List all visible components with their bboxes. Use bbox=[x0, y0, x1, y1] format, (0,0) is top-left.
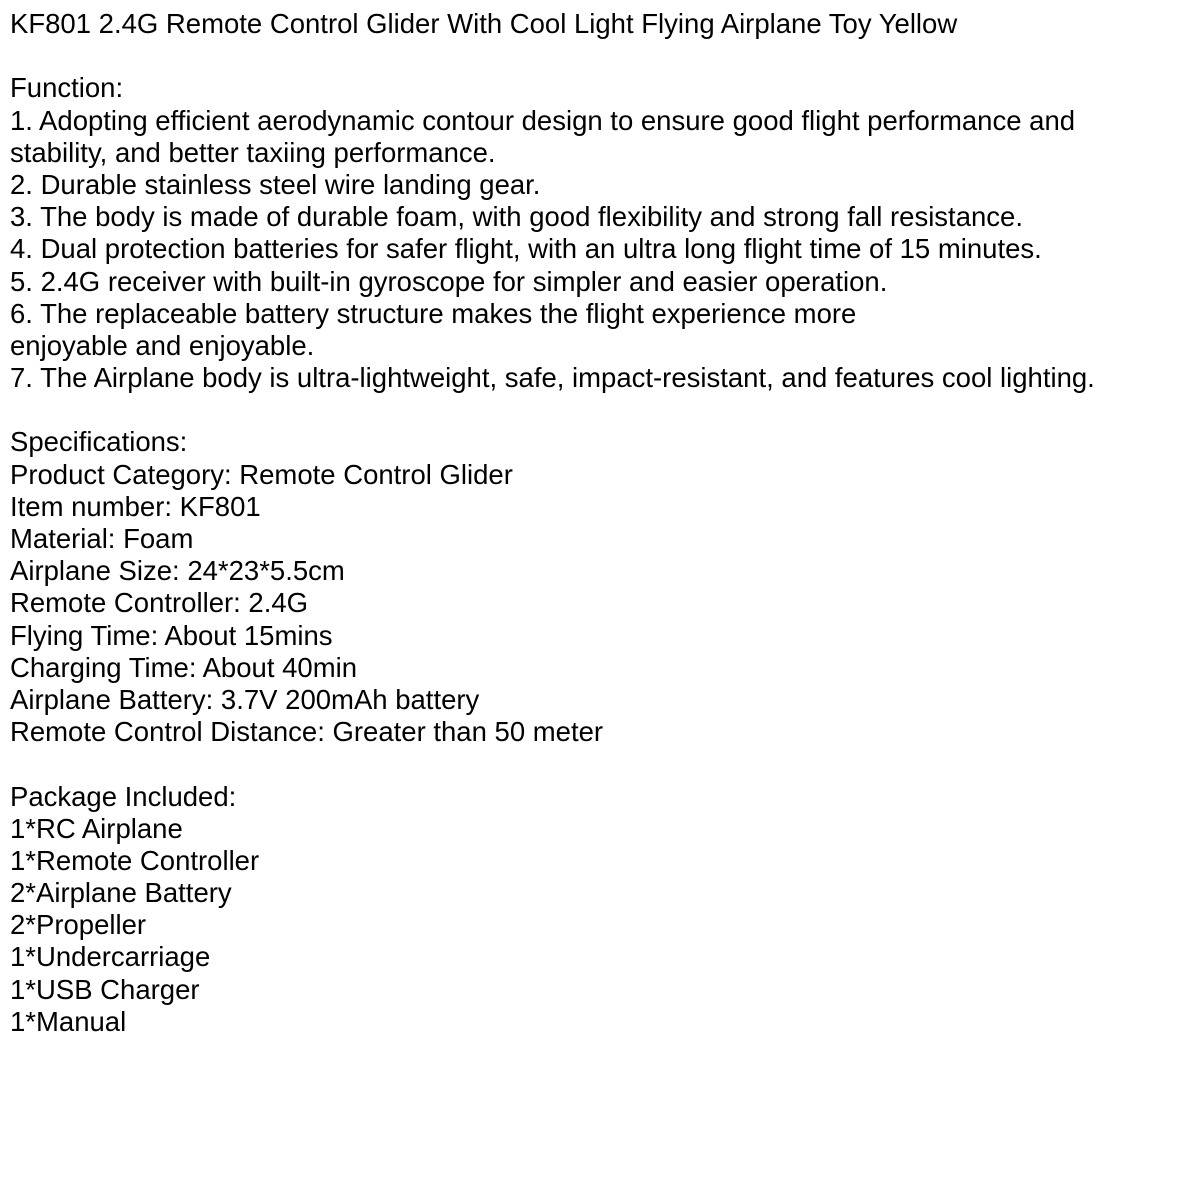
spacer bbox=[10, 40, 1190, 72]
function-heading: Function: bbox=[10, 72, 124, 104]
function-line: 1. Adopting efficient aerodynamic contour design to ensure good flight performance and bbox=[10, 104, 1076, 136]
package-item: 2*Propeller bbox=[10, 909, 147, 941]
spec-line: Charging Time: About 40min bbox=[10, 651, 357, 683]
function-line: 4. Dual protection batteries for safer flight, with an ultra long flight time of 15 minutes. bbox=[10, 233, 1042, 265]
function-line: 2. Durable stainless steel wire landing gear. bbox=[10, 168, 541, 200]
package-item: 2*Airplane Battery bbox=[10, 877, 232, 909]
function-line: enjoyable and enjoyable. bbox=[10, 329, 315, 361]
package-item: 1*Remote Controller bbox=[10, 844, 260, 876]
spacer bbox=[10, 748, 1190, 780]
spec-line: Item number: KF801 bbox=[10, 490, 261, 522]
function-line: 7. The Airplane body is ultra-lightweight, safe, impact-resistant, and features cool lighting. bbox=[10, 362, 1095, 394]
spec-line: Remote Controller: 2.4G bbox=[10, 587, 309, 619]
specifications-heading: Specifications: bbox=[10, 426, 188, 458]
product-title: KF801 2.4G Remote Control Glider With Cool Light Flying Airplane Toy Yellow bbox=[10, 8, 958, 39]
spec-line: Product Category: Remote Control Glider bbox=[10, 458, 513, 490]
package-item: 1*RC Airplane bbox=[10, 812, 183, 844]
package-item: 1*Undercarriage bbox=[10, 941, 211, 973]
function-line: 5. 2.4G receiver with built-in gyroscope for simpler and easier operation. bbox=[10, 265, 888, 297]
spec-line: Flying Time: About 15mins bbox=[10, 619, 333, 651]
spec-line: Material: Foam bbox=[10, 523, 194, 554]
specifications-section bbox=[10, 426, 1190, 748]
package-section bbox=[10, 781, 1190, 1039]
function-line: stability, and better taxiing performance. bbox=[10, 136, 496, 168]
package-item: 1*Manual bbox=[10, 1005, 127, 1037]
spec-line: Airplane Battery: 3.7V 200mAh battery bbox=[10, 683, 480, 715]
function-line: 6. The replaceable battery structure makes the flight experience more bbox=[10, 297, 857, 329]
spec-line: Airplane Size: 24*23*5.5cm bbox=[10, 555, 345, 587]
function-line: 3. The body is made of durable foam, with good flexibility and strong fall resistance. bbox=[10, 201, 1023, 233]
function-section bbox=[10, 72, 1190, 394]
package-item: 1*USB Charger bbox=[10, 973, 200, 1005]
product-description bbox=[10, 8, 1190, 1038]
spacer bbox=[10, 394, 1190, 426]
package-heading: Package Included: bbox=[10, 780, 237, 812]
spec-line: Remote Control Distance: Greater than 50 meter bbox=[10, 716, 604, 748]
